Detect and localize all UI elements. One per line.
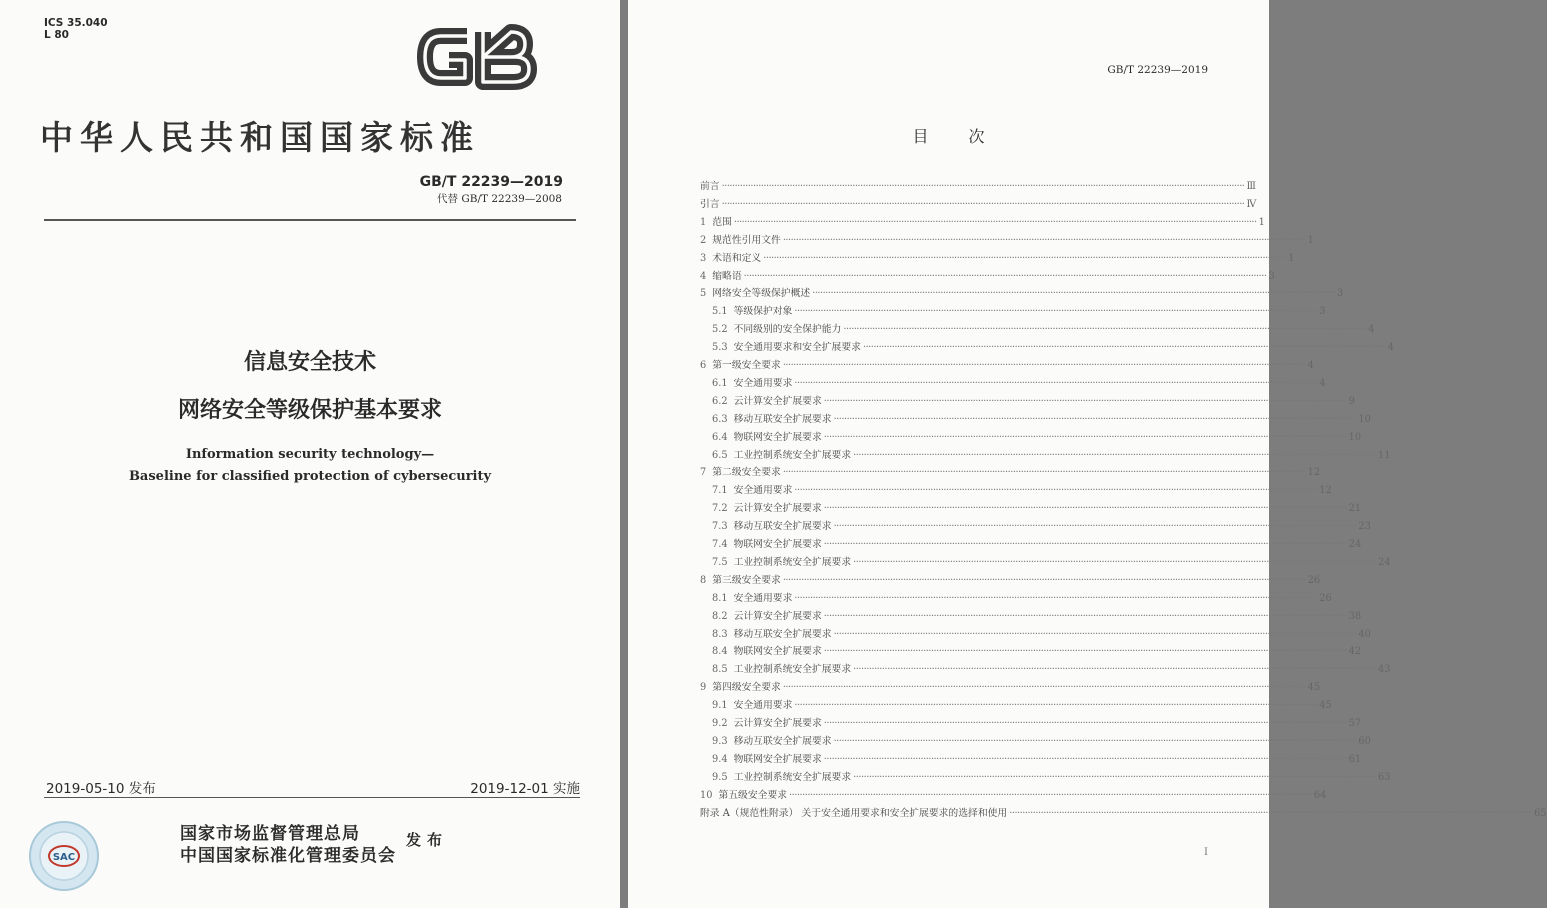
toc-entry[interactable] [712, 518, 1371, 534]
toc-entry-page: 4 [1307, 360, 1314, 371]
toc-entry[interactable] [712, 536, 1362, 552]
toc-entry-number: 7 [700, 467, 707, 479]
implement-date: 2019-12-01 实施 [470, 781, 580, 797]
toc-entry-number: 9.1 [712, 700, 728, 712]
toc-entry-number: 7.5 [712, 556, 728, 568]
toc-entry-page: 12 [1307, 467, 1321, 479]
issuer-samr: 国家市场监督管理总局 [180, 824, 360, 844]
toc-entry-text: 移动互联安全扩展要求 [733, 413, 832, 425]
toc-leader-dots: ········································································································································································································ [794, 377, 1318, 389]
title-en-line2: Baseline for classified protection of cybersecurity [128, 469, 492, 484]
toc-leader-dots: ········································································································································································································ [843, 324, 1367, 336]
toc-entry-text: 安全通用要求 [733, 485, 793, 497]
toc-entry-text: 云计算安全扩展要求 [733, 718, 822, 729]
toc-entry-text: 物联网安全扩展要求 [733, 539, 822, 550]
ccs-code: L 80 [44, 29, 69, 41]
toc-leader-dots: ········································································································································································································ [743, 270, 1267, 282]
toc-entry-number: 7.3 [712, 521, 728, 533]
toc-entry-number: 4 [700, 270, 707, 282]
toc-entry[interactable] [700, 679, 1321, 695]
toc-entry-text: 移动互联安全扩展要求 [733, 735, 832, 747]
toc-entry-page: 4 [1319, 377, 1326, 389]
toc-entry-page: 60 [1358, 735, 1371, 747]
toc-page [628, 0, 1547, 908]
toc-leader-dots: ········································································································································································································ [794, 306, 1318, 318]
toc-entry-text: 规范性引用文件 [712, 234, 781, 246]
toc-leader-dots: ········································································································································································································ [823, 718, 1347, 729]
toc-leader-dots: ········································································································································································································ [794, 592, 1318, 604]
toc-entry[interactable] [712, 626, 1371, 642]
toc-entry[interactable] [712, 339, 1395, 355]
date-rule [44, 797, 580, 798]
toc-entry-number: 6 [700, 360, 707, 371]
toc-leader-dots: ········································································································································································································ [794, 700, 1318, 712]
toc-entry-text: 网络安全等级保护概述 [712, 288, 811, 300]
standard-number: GB/T 22239—2019 [419, 174, 563, 190]
toc-entry-text: 第四级安全要求 [712, 682, 781, 694]
toc-entry[interactable] [700, 268, 1275, 284]
toc-entry-number: 6.2 [712, 395, 728, 407]
toc-entry-number: 6.4 [712, 431, 728, 443]
toc-entry-page: 10 [1348, 431, 1362, 443]
toc-entry-page: 21 [1348, 503, 1362, 515]
toc-entry[interactable] [700, 285, 1344, 301]
toc-entry-page: 45 [1307, 682, 1321, 694]
toc-entry-number: 9.5 [712, 771, 728, 783]
header-rule [44, 219, 576, 221]
toc-entry-page: 24 [1348, 539, 1362, 550]
toc-entry-number: 7.1 [712, 485, 728, 497]
toc-entry-page: 3 [1268, 270, 1275, 282]
toc-entry[interactable] [712, 661, 1391, 677]
toc-entry-page: 1 [1307, 234, 1314, 246]
toc-entry[interactable] [712, 769, 1391, 785]
toc-leader-dots: ········································································································································································································ [763, 252, 1287, 264]
toc-entry-text: 引言 [700, 198, 720, 210]
toc-entry-page: 45 [1319, 700, 1332, 712]
toc-entry[interactable] [712, 643, 1362, 659]
toc-entry-text: 物联网安全扩展要求 [733, 431, 822, 443]
toc-leader-dots: ········································································································································································································ [789, 789, 1312, 801]
page-header-number: GB/T 22239—2019 [1107, 64, 1208, 76]
toc-leader-dots: ········································································································································································································ [782, 360, 1306, 371]
toc-entry-text: 附录 A（规范性附录） 关于安全通用要求和安全扩展要求的选择和使用 [700, 807, 1008, 819]
toc-entry-number: 5.1 [712, 306, 728, 318]
toc-entry-text: 第一级安全要求 [712, 360, 781, 371]
toc-leader-dots: ········································································································································································································ [782, 234, 1306, 246]
toc-entry-number: 6.5 [712, 449, 728, 461]
toc-entry[interactable] [700, 572, 1321, 588]
toc-entry-number: 5 [700, 288, 707, 300]
toc-entry-number: 9.4 [712, 753, 728, 765]
toc-entry[interactable] [700, 178, 1256, 194]
toc-entry-page: 26 [1307, 574, 1321, 586]
title-en-line1: Information security technology— [185, 447, 435, 462]
toc-entry[interactable] [712, 393, 1355, 409]
svg-text:SAC: SAC [52, 852, 76, 863]
toc-entry-text: 安全通用要求 [733, 700, 793, 712]
toc-leader-dots: ········································································································································································································ [721, 198, 1245, 210]
issue-date: 2019-05-10 发布 [46, 781, 156, 797]
toc-leader-dots: ········································································································································································································ [733, 216, 1257, 228]
toc-entry[interactable] [700, 214, 1265, 230]
toc-entry[interactable] [712, 500, 1362, 516]
toc-entry-page: 3 [1337, 288, 1344, 300]
toc-entry-number: 3 [700, 252, 707, 264]
toc-entry-number: 1 [700, 216, 707, 228]
toc-entry-page: 24 [1378, 556, 1391, 568]
toc-entry-page: 11 [1378, 449, 1391, 461]
toc-entry[interactable] [712, 303, 1326, 319]
toc-entry-text: 工业控制系统安全扩展要求 [733, 771, 852, 783]
toc-leader-dots: ········································································································································································································ [833, 413, 1357, 425]
toc-entry-page: 3 [1319, 306, 1326, 318]
toc-leader-dots: ········································································································································································································ [833, 628, 1357, 640]
toc-entry-number: 7.4 [712, 539, 728, 550]
toc-entry-number: 9.3 [712, 735, 728, 747]
toc-entry-text: 工业控制系统安全扩展要求 [733, 556, 852, 568]
toc-entry[interactable] [712, 715, 1362, 731]
toc-leader-dots: ········································································································································································································ [782, 682, 1306, 694]
toc-entry-text: 安全通用要求和安全扩展要求 [733, 342, 861, 354]
toc-entry-page: 10 [1358, 413, 1371, 425]
publish-label: 发布 [406, 831, 449, 849]
toc-entry-page: 9 [1348, 395, 1355, 407]
toc-entry-text: 术语和定义 [712, 252, 762, 264]
toc-leader-dots: ········································································································································································································ [853, 449, 1376, 461]
toc-leader-dots: ········································································································································································································ [812, 288, 1336, 300]
toc-entry-number: 8.2 [712, 610, 728, 622]
toc-entry[interactable] [700, 196, 1257, 212]
title-zh-line1: 信息安全技术 [243, 349, 376, 375]
toc-entry-page: 40 [1358, 628, 1371, 640]
toc-entry-number: 9 [700, 682, 707, 694]
toc-leader-dots: ········································································································································································································ [853, 664, 1376, 676]
toc-leader-dots: ········································································································································································································ [721, 181, 1245, 192]
toc-entry[interactable] [712, 375, 1326, 391]
toc-entry-page: 4 [1368, 324, 1375, 336]
toc-entry-number: 8.4 [712, 646, 728, 658]
toc-entry-text: 云计算安全扩展要求 [733, 395, 822, 407]
national-standard-heading: 中华人民共和国国家标准 [40, 118, 480, 157]
toc-entry-page: Ⅲ [1246, 181, 1256, 192]
toc-entry-text: 工业控制系统安全扩展要求 [733, 449, 852, 461]
toc-leader-dots: ········································································································································································································ [823, 539, 1347, 550]
toc-leader-dots: ········································································································································································································ [794, 485, 1318, 497]
toc-entry-page: 1 [1258, 216, 1265, 228]
toc-leader-dots: ········································································································································································································ [853, 556, 1376, 568]
toc-entry[interactable] [712, 447, 1391, 463]
toc-entry[interactable] [712, 554, 1391, 570]
toc-entry-number: 6.1 [712, 377, 728, 389]
toc-entry[interactable] [712, 697, 1332, 713]
toc-entry-number: 9.2 [712, 718, 728, 729]
toc-entry-text: 云计算安全扩展要求 [733, 503, 822, 515]
classification-codes [44, 17, 108, 41]
toc-leader-dots: ········································································································································································································ [823, 753, 1347, 765]
toc-entry-number: 5.3 [712, 342, 728, 354]
toc-leader-dots: ········································································································································································································ [823, 503, 1347, 515]
toc-leader-dots: ········································································································································································································ [1009, 807, 1533, 819]
toc-entry[interactable] [712, 590, 1332, 606]
toc-entry-page: 4 [1387, 342, 1395, 354]
toc-entry-text: 不同级别的安全保护能力 [733, 324, 842, 336]
toc-entry-page: 65 [1534, 807, 1547, 819]
gb-logo [411, 22, 541, 92]
issuer-sac: 中国国家标准化管理委员会 [180, 846, 396, 866]
toc-entry-number: 10 [700, 789, 713, 801]
toc-entry-text: 第五级安全要求 [718, 789, 788, 801]
toc-entry-text: 缩略语 [712, 270, 742, 282]
toc-entry-page: 12 [1319, 485, 1332, 497]
toc-entry-text: 第三级安全要求 [712, 574, 781, 586]
toc-entry-number: 8.1 [712, 592, 728, 604]
toc-entry[interactable] [712, 321, 1375, 337]
ics-code: ICS 35.040 [44, 17, 108, 29]
toc-entry[interactable] [700, 464, 1321, 480]
toc-entry[interactable] [700, 250, 1295, 266]
toc-entry-page: 26 [1319, 592, 1332, 604]
toc-entry-page: 1 [1288, 252, 1295, 264]
toc-entry-number: 5.2 [712, 324, 728, 336]
replaces-standard: 代替 GB/T 22239—2008 [437, 193, 562, 205]
toc-leader-dots: ········································································································································································································ [833, 735, 1357, 747]
toc-entry-text: 范围 [712, 216, 732, 228]
toc-entry-text: 物联网安全扩展要求 [733, 753, 822, 765]
toc-entry-page: 61 [1348, 753, 1362, 765]
toc-entry[interactable] [712, 608, 1362, 624]
sac-seal-icon [28, 820, 100, 892]
toc-entry-text: 等级保护对象 [733, 306, 793, 318]
toc-entry[interactable] [712, 733, 1371, 749]
toc-entry-number: 7.2 [712, 503, 728, 515]
toc-leader-dots: ········································································································································································································ [823, 610, 1347, 622]
toc-leader-dots: ········································································································································································································ [823, 646, 1347, 658]
toc-leader-dots: ········································································································································································································ [862, 342, 1386, 354]
toc-entry-text: 第二级安全要求 [712, 467, 781, 479]
toc-entry-page: 43 [1378, 664, 1391, 676]
toc-entry[interactable] [700, 787, 1327, 803]
toc-entry-number: 6.3 [712, 413, 728, 425]
title-zh-line2: 网络安全等级保护基本要求 [177, 397, 442, 423]
toc-leader-dots: ········································································································································································································ [823, 431, 1347, 443]
toc-entry-number: 8.3 [712, 628, 728, 640]
toc-entry[interactable] [712, 429, 1362, 445]
toc-entry[interactable] [712, 411, 1371, 427]
toc-entry-page: 38 [1348, 610, 1362, 622]
toc-entry[interactable] [712, 751, 1362, 767]
toc-entry-number: 2 [700, 234, 707, 246]
toc-entry-text: 物联网安全扩展要求 [733, 646, 822, 658]
page-number: I [1204, 847, 1208, 858]
toc-entry[interactable] [700, 805, 1547, 821]
toc-entry-page: Ⅳ [1246, 198, 1257, 210]
toc-leader-dots: ········································································································································································································ [782, 467, 1306, 479]
toc-entry-page: 42 [1348, 646, 1362, 658]
toc-entry[interactable] [712, 482, 1332, 498]
toc-entry-text: 工业控制系统安全扩展要求 [733, 664, 852, 676]
cover-page [0, 0, 620, 908]
toc-entry-text: 云计算安全扩展要求 [733, 610, 822, 622]
toc-entry-text: 移动互联安全扩展要求 [733, 521, 832, 533]
toc-leader-dots: ········································································································································································································ [782, 574, 1306, 586]
toc-entry-page: 63 [1378, 771, 1391, 783]
toc-entry-text: 安全通用要求 [733, 592, 793, 604]
toc-entry-text: 移动互联安全扩展要求 [733, 628, 832, 640]
toc-entry-text: 安全通用要求 [733, 377, 793, 389]
toc-entry-number: 8.5 [712, 664, 728, 676]
toc-entry[interactable] [700, 232, 1314, 248]
toc-leader-dots: ········································································································································································································ [833, 521, 1357, 533]
toc-entry-number: 8 [700, 574, 707, 586]
toc-leader-dots: ········································································································································································································ [853, 771, 1376, 783]
toc-entry-page: 23 [1358, 521, 1371, 533]
toc-entry-page: 64 [1313, 789, 1327, 801]
toc-leader-dots: ········································································································································································································ [823, 395, 1347, 407]
toc-entry-page: 57 [1348, 718, 1362, 729]
toc-entry[interactable] [700, 357, 1314, 373]
toc-title: 目次 [912, 127, 1025, 146]
toc-entry-text: 前言 [700, 181, 720, 192]
